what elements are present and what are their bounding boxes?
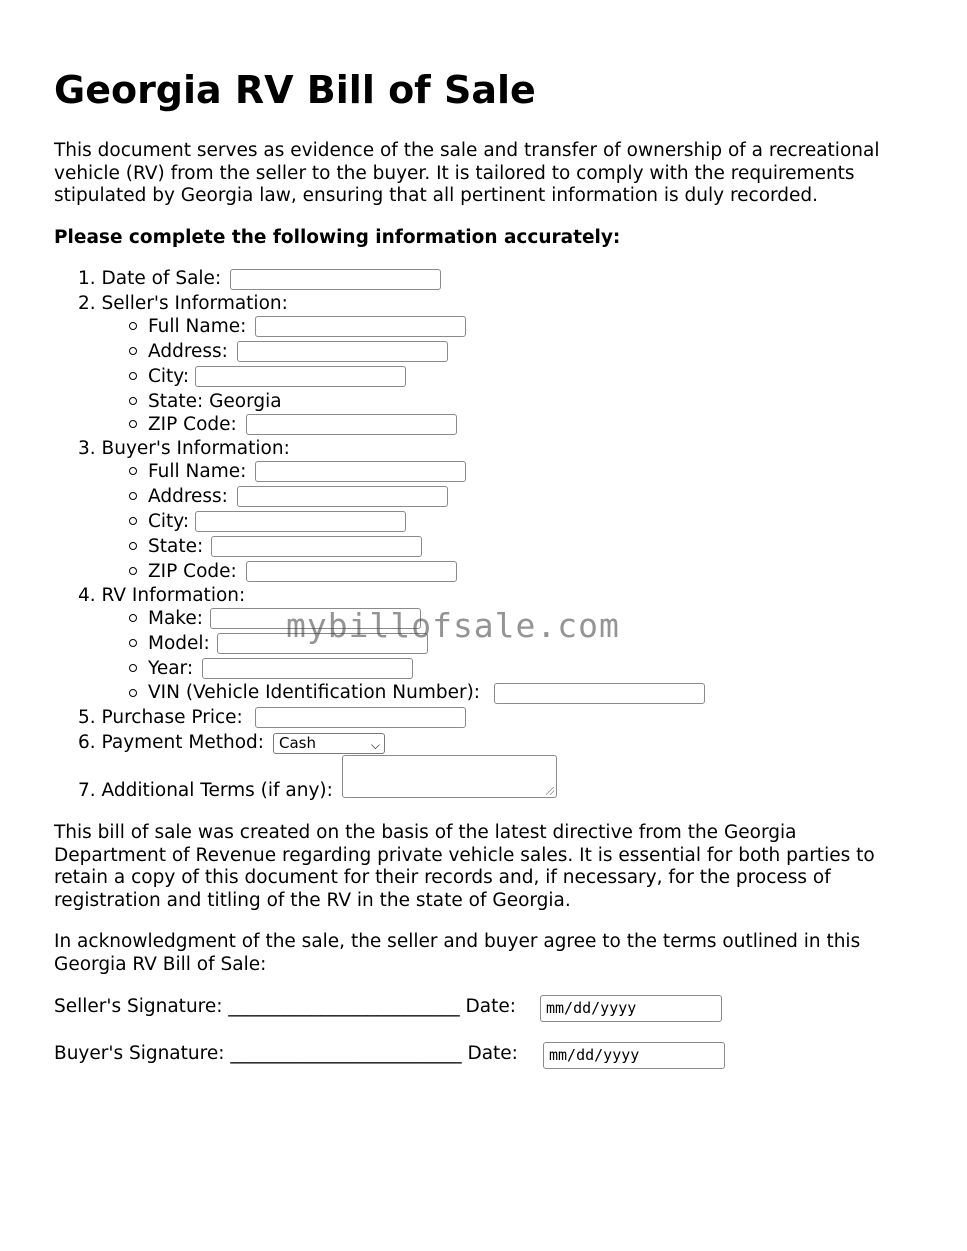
- seller-zip-label: ZIP Code:: [148, 414, 237, 435]
- additional-terms-label: 7. Additional Terms (if any):: [78, 780, 333, 801]
- bullet-icon: [129, 542, 137, 550]
- payment-method-value: Cash: [279, 734, 316, 752]
- bullet-icon: [129, 322, 137, 330]
- directive-paragraph: This bill of sale was created on the basis of the latest directive from the Georgia Department of Revenue regarding private vehicle sales. It is essential for both parties to retain a copy of this document for their records and, if necessary, for the process of registration and titling of the RV in the state of Georgia.: [54, 822, 875, 911]
- bullet-icon: [129, 397, 137, 405]
- rv-year-input[interactable]: [202, 658, 413, 679]
- seller-address-input[interactable]: [237, 341, 448, 362]
- buyer-info-label: 3. Buyer's Information:: [78, 438, 290, 459]
- payment-method-select[interactable]: [273, 733, 385, 754]
- buyer-city-input[interactable]: [195, 511, 406, 532]
- seller-address-label: Address:: [148, 341, 228, 362]
- resize-grip-icon[interactable]: [546, 787, 554, 795]
- bullet-icon: [129, 689, 137, 697]
- buyer-zip-input[interactable]: [246, 561, 457, 582]
- additional-terms-textarea[interactable]: [342, 755, 557, 798]
- buyer-signature-line: Buyer's Signature: _________________________ Date:: [54, 1043, 518, 1064]
- buyer-state-input[interactable]: [211, 536, 422, 557]
- payment-method-label: 6. Payment Method:: [78, 732, 265, 753]
- bullet-icon: [129, 614, 137, 622]
- bullet-icon: [129, 639, 137, 647]
- buyer-state-label: State:: [148, 536, 204, 557]
- buyer-zip-label: ZIP Code:: [148, 561, 237, 582]
- bullet-icon: [129, 347, 137, 355]
- watermark: mybillofsale.com: [286, 606, 620, 645]
- seller-signature-line: Seller's Signature: _________________________ Date:: [54, 996, 516, 1017]
- buyer-full-name-label: Full Name:: [148, 461, 247, 482]
- seller-date-input[interactable]: mm/dd/yyyy: [540, 995, 722, 1022]
- bullet-icon: [129, 420, 137, 428]
- bullet-icon: [129, 467, 137, 475]
- page-title: Georgia RV Bill of Sale: [54, 68, 536, 112]
- seller-full-name-input[interactable]: [255, 316, 466, 337]
- buyer-address-label: Address:: [148, 486, 228, 507]
- buyer-city-label: City:: [148, 511, 190, 532]
- purchase-price-label: 5. Purchase Price:: [78, 707, 243, 728]
- seller-city-label: City:: [148, 366, 190, 387]
- buyer-address-input[interactable]: [237, 486, 448, 507]
- rv-info-label: 4. RV Information:: [78, 585, 246, 606]
- bullet-icon: [129, 492, 137, 500]
- instruction-heading: Please complete the following information accurately:: [54, 227, 621, 248]
- rv-vin-input[interactable]: [494, 683, 705, 704]
- seller-state-label: State: Georgia: [148, 391, 282, 412]
- rv-make-label: Make:: [148, 608, 203, 629]
- bullet-icon: [129, 664, 137, 672]
- seller-info-label: 2. Seller's Information:: [78, 293, 288, 314]
- bullet-icon: [129, 567, 137, 575]
- seller-full-name-label: Full Name:: [148, 316, 247, 337]
- intro-paragraph: This document serves as evidence of the sale and transfer of ownership of a recreational vehicle (RV) from the seller to the buyer. It is tailored to comply with the requirements stipulated by Georgia law, ensuring that all pertinent information is duly recorded.: [54, 140, 880, 206]
- chevron-down-icon: ⌵: [370, 738, 380, 752]
- rv-year-label: Year:: [148, 658, 194, 679]
- date-of-sale-input[interactable]: [230, 269, 441, 290]
- bullet-icon: [129, 372, 137, 380]
- purchase-price-input[interactable]: [255, 707, 466, 728]
- buyer-date-input[interactable]: mm/dd/yyyy: [543, 1042, 725, 1069]
- buyer-full-name-input[interactable]: [255, 461, 466, 482]
- seller-zip-input[interactable]: [246, 414, 457, 435]
- date-of-sale-label: 1. Date of Sale:: [78, 268, 222, 289]
- bullet-icon: [129, 517, 137, 525]
- rv-vin-label: VIN (Vehicle Identification Number):: [148, 682, 481, 703]
- seller-city-input[interactable]: [195, 366, 406, 387]
- acknowledgment-paragraph: In acknowledgment of the sale, the seller and buyer agree to the terms outlined in this Georgia RV Bill of Sale:: [54, 931, 861, 975]
- rv-model-label: Model:: [148, 633, 210, 654]
